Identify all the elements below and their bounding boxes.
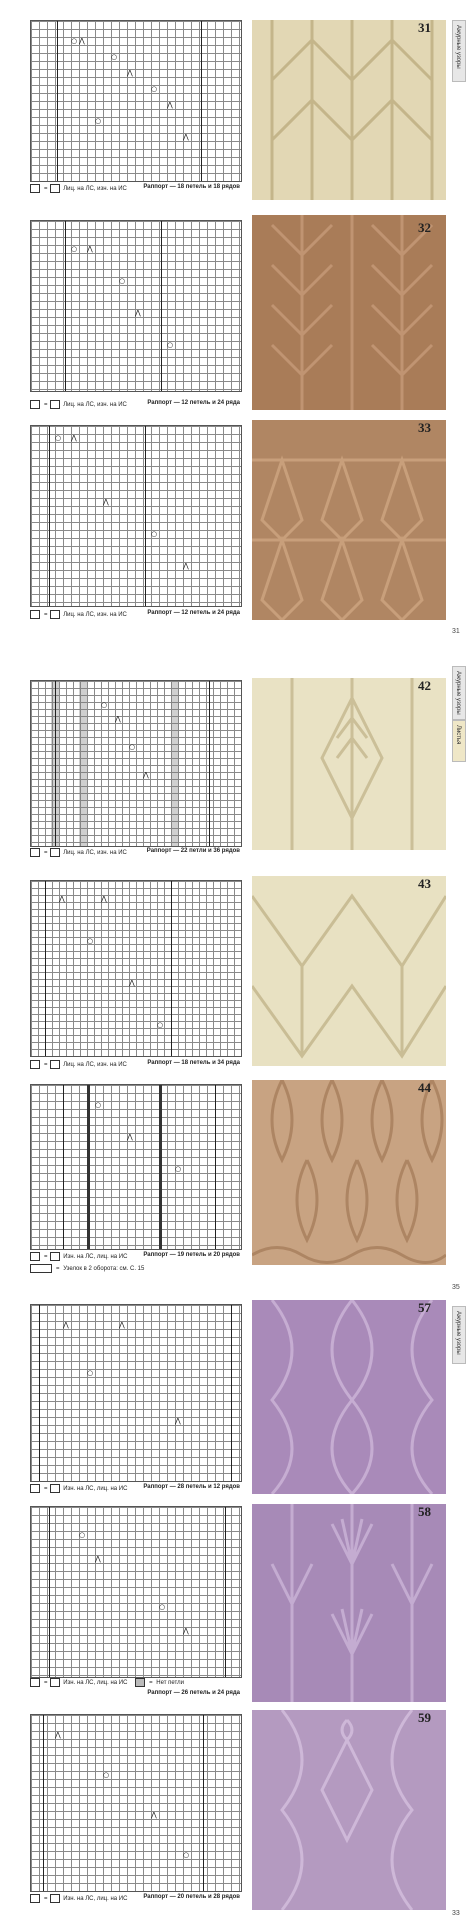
repeat-line — [171, 881, 172, 1056]
knitting-chart — [30, 880, 242, 1057]
yarn-over-symbol: ○ — [55, 434, 62, 442]
shaded-column — [79, 681, 87, 846]
repeat-info: Раппорт — 12 петель и 24 ряда — [147, 610, 240, 616]
legend-key-box — [30, 1060, 40, 1069]
legend-text: Изн. на ЛС, лиц. на ИС — [63, 1486, 128, 1493]
repeat-info: Раппорт — 18 петель и 18 рядов — [143, 184, 240, 190]
yarn-over-symbol: ○ — [119, 277, 126, 285]
repeat-line — [45, 881, 46, 1056]
swatch-image — [252, 678, 446, 850]
decrease-symbol: ⋀ — [79, 37, 85, 45]
knitted-swatch-photo — [252, 420, 446, 620]
pattern-number: 42 — [418, 678, 431, 693]
legend-key-box — [30, 184, 40, 193]
knitted-swatch-photo — [252, 215, 446, 410]
yarn-over-symbol: ○ — [87, 1369, 94, 1377]
legend-text: Лиц. на ЛС, изн. на ИС — [63, 186, 127, 193]
yarn-over-symbol: ○ — [95, 1101, 102, 1109]
repeat-line — [209, 681, 210, 846]
knitting-chart — [30, 425, 242, 607]
knitting-chart — [30, 1714, 242, 1892]
swatch-image — [252, 20, 446, 200]
legend-text: Изн. на ЛС, лиц. на ИС — [63, 1896, 128, 1903]
pattern-row — [0, 1500, 474, 1710]
chart-legend: = Лиц. на ЛС, изн. на ИС Раппорт — 18 петель и 18 рядов — [30, 184, 240, 196]
repeat-info: Раппорт — 20 петель и 28 рядов — [143, 1894, 240, 1900]
pattern-row — [0, 1710, 474, 1922]
repeat-line — [63, 1085, 64, 1249]
pattern-number: 44 — [418, 1080, 431, 1095]
side-tab-label: Листья — [455, 725, 461, 745]
repeat-info: Раппорт — 12 петель и 24 ряда — [147, 400, 240, 406]
yarn-over-symbol: ○ — [103, 1771, 110, 1779]
yarn-over-symbol: ○ — [87, 937, 94, 945]
repeat-line — [43, 1715, 44, 1891]
pattern-number: 59 — [418, 1710, 431, 1725]
shaded-column — [171, 681, 179, 846]
legend-key-box — [50, 184, 60, 193]
pattern-row — [0, 1300, 474, 1500]
shaded-column — [159, 1085, 162, 1249]
swatch-image — [252, 1080, 446, 1265]
pattern-number: 31 — [418, 20, 431, 35]
legend-text: Узелок в 2 оборота: см. С. 15 — [63, 1266, 145, 1273]
chart-legend: = Изн. на ЛС, лиц. на ИС Раппорт — 19 петель и 20 рядов — [30, 1252, 240, 1264]
legend-key-box — [30, 1484, 40, 1493]
legend-key-box — [50, 400, 60, 409]
legend-key-box — [30, 400, 40, 409]
swatch-image — [252, 215, 446, 410]
decrease-symbol: ⋀ — [95, 1555, 101, 1563]
knitting-chart — [30, 1304, 242, 1482]
knitted-swatch-photo — [252, 1504, 446, 1702]
decrease-symbol: ⋀ — [63, 1321, 69, 1329]
page-2 — [0, 660, 474, 1300]
pattern-row — [0, 0, 474, 210]
chart-legend: = Лиц. на ЛС, изн. на ИС Раппорт — 18 петель и 34 ряда — [30, 1060, 240, 1072]
knitting-chart — [30, 220, 242, 392]
legend-text: Изн. на ЛС, лиц. на ИС — [63, 1680, 128, 1687]
repeat-line — [161, 221, 162, 391]
pattern-number: 33 — [418, 420, 431, 435]
yarn-over-symbol: ○ — [183, 1851, 190, 1859]
knitting-chart — [30, 680, 242, 847]
legend-text: Лиц. на ЛС, изн. на ИС — [63, 402, 127, 409]
legend-key-box — [30, 1894, 40, 1903]
decrease-symbol: ⋀ — [55, 1731, 61, 1739]
swatch-image — [252, 876, 446, 1066]
page-number: 31 — [452, 628, 460, 635]
swatch-image — [252, 1504, 446, 1702]
pattern-row — [0, 420, 474, 630]
yarn-over-symbol: ○ — [151, 85, 158, 93]
page-1 — [0, 0, 474, 640]
yarn-over-symbol: ○ — [167, 341, 174, 349]
chart-legend: = Лиц. на ЛС, изн. на ИС Раппорт — 12 петель и 24 ряда — [30, 610, 240, 622]
decrease-symbol: ⋀ — [59, 895, 65, 903]
pattern-row — [0, 660, 474, 870]
knitted-swatch-photo — [252, 1710, 446, 1910]
repeat-info: Раппорт — 26 петель и 24 ряда — [147, 1690, 240, 1696]
legend-key-box — [30, 1252, 40, 1261]
repeat-line — [49, 1507, 50, 1677]
legend-key-box — [50, 1894, 60, 1903]
decrease-symbol: ⋀ — [143, 771, 149, 779]
repeat-line — [215, 1085, 216, 1249]
repeat-info: Раппорт — 19 петель и 20 рядов — [143, 1252, 240, 1258]
decrease-symbol: ⋀ — [135, 309, 141, 317]
legend-text: Лиц. на ЛС, изн. на ИС — [63, 850, 127, 857]
pattern-number: 57 — [418, 1300, 431, 1315]
pattern-number: 43 — [418, 876, 431, 891]
decrease-symbol: ⋀ — [167, 101, 173, 109]
legend-key-box — [50, 1678, 60, 1687]
knitted-swatch-photo — [252, 1080, 446, 1265]
chart-legend: = Изн. на ЛС, лиц. на ИС Раппорт — 20 петель и 28 рядов — [30, 1894, 240, 1906]
repeat-line — [39, 1305, 40, 1481]
decrease-symbol: ⋀ — [129, 979, 135, 987]
decrease-symbol: ⋀ — [103, 498, 109, 506]
shaded-column — [87, 1085, 90, 1249]
yarn-over-symbol: ○ — [79, 1531, 86, 1539]
page-number: 33 — [452, 1910, 460, 1917]
chart-legend: = Изн. на ЛС, лиц. на ИС Раппорт — 28 петель и 12 рядов — [30, 1484, 240, 1496]
yarn-over-symbol: ○ — [111, 53, 118, 61]
repeat-info: Раппорт — 18 петель и 34 ряда — [147, 1060, 240, 1066]
repeat-line — [145, 426, 146, 606]
yarn-over-symbol: ○ — [71, 37, 78, 45]
knitting-chart — [30, 20, 242, 182]
chart-legend: = Изн. на ЛС, лиц. на ИС = Нет петли — [30, 1678, 240, 1690]
yarn-over-symbol: ○ — [129, 743, 136, 751]
decrease-symbol: ⋀ — [127, 69, 133, 77]
pattern-number: 32 — [418, 220, 431, 235]
legend-key-box — [30, 1678, 40, 1687]
chart-legend: = Лиц. на ЛС, изн. на ИС Раппорт — 12 петель и 24 ряда — [30, 400, 240, 412]
side-tab-label: Ажурные узоры — [455, 25, 461, 69]
decrease-symbol: ⋀ — [101, 895, 107, 903]
legend-text: Лиц. на ЛС, изн. на ИС — [63, 1062, 127, 1069]
decrease-symbol: ⋀ — [151, 1811, 157, 1819]
repeat-line — [201, 21, 202, 181]
repeat-info: Раппорт — 22 петли и 36 рядов — [146, 848, 240, 854]
pattern-row — [0, 870, 474, 1080]
legend-key-box — [50, 848, 60, 857]
legend-key-box — [50, 1060, 60, 1069]
decrease-symbol: ⋀ — [127, 1133, 133, 1141]
page-3 — [0, 1300, 474, 1922]
knitted-swatch-photo — [252, 678, 446, 850]
pattern-row — [0, 210, 474, 420]
yarn-over-symbol: ○ — [71, 245, 78, 253]
knitting-chart — [30, 1506, 242, 1678]
decrease-symbol: ⋀ — [119, 1321, 125, 1329]
legend-text: Изн. на ЛС, лиц. на ИС — [63, 1254, 128, 1261]
knitted-swatch-photo — [252, 20, 446, 200]
pattern-number: 58 — [418, 1504, 431, 1519]
yarn-over-symbol: ○ — [101, 701, 108, 709]
decrease-symbol: ⋀ — [183, 133, 189, 141]
decrease-symbol: ⋀ — [183, 562, 189, 570]
repeat-line — [65, 221, 66, 391]
repeat-line — [57, 21, 58, 181]
repeat-info: Раппорт — 28 петель и 12 рядов — [143, 1484, 240, 1490]
knitted-swatch-photo — [252, 876, 446, 1066]
decrease-symbol: ⋀ — [71, 434, 77, 442]
repeat-line — [231, 1305, 232, 1481]
legend-key-box — [50, 1252, 60, 1261]
legend-text: Нет петли — [156, 1680, 185, 1687]
legend-text: Лиц. на ЛС, изн. на ИС — [63, 612, 127, 619]
chart-legend-extra: = Узелок в 2 оборота: см. С. 15 — [30, 1264, 240, 1276]
side-tab-label: Ажурные узоры — [455, 671, 461, 715]
swatch-image — [252, 1710, 446, 1910]
legend-key-box — [30, 848, 40, 857]
chart-legend: = Лиц. на ЛС, изн. на ИС Раппорт — 22 петли и 36 рядов — [30, 848, 240, 860]
legend-key-box — [50, 1484, 60, 1493]
decrease-symbol: ⋀ — [115, 715, 121, 723]
repeat-line — [203, 1715, 204, 1891]
yarn-over-symbol: ○ — [159, 1603, 166, 1611]
swatch-image — [252, 420, 446, 620]
repeat-info-line — [30, 1690, 240, 1702]
repeat-line — [49, 426, 50, 606]
decrease-symbol: ⋀ — [87, 245, 93, 253]
repeat-line — [55, 681, 56, 846]
legend-key-box — [30, 610, 40, 619]
repeat-line — [225, 1507, 226, 1677]
decrease-symbol: ⋀ — [183, 1627, 189, 1635]
decrease-symbol: ⋀ — [175, 1417, 181, 1425]
side-tab-label: Ажурные узоры — [455, 1311, 461, 1355]
yarn-over-symbol: ○ — [95, 117, 102, 125]
legend-key-box — [50, 610, 60, 619]
knitted-swatch-photo — [252, 1300, 446, 1494]
yarn-over-symbol: ○ — [151, 530, 158, 538]
knitting-chart — [30, 1084, 242, 1250]
yarn-over-symbol: ○ — [157, 1021, 164, 1029]
page-number: 35 — [452, 1284, 460, 1291]
legend-key-box — [135, 1678, 145, 1687]
yarn-over-symbol: ○ — [175, 1165, 182, 1173]
legend-key-box — [30, 1264, 52, 1273]
swatch-image — [252, 1300, 446, 1494]
pattern-row — [0, 1080, 474, 1300]
